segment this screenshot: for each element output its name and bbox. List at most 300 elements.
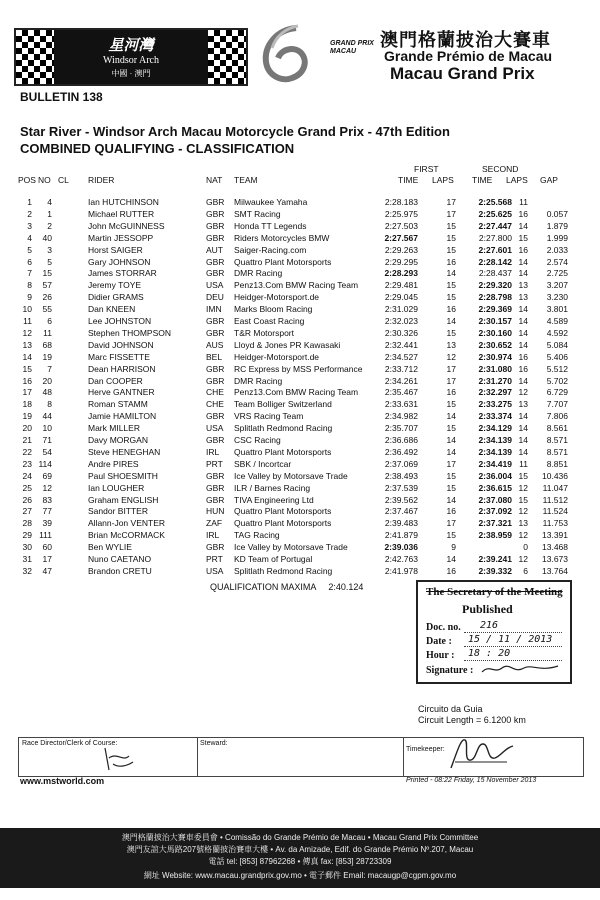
row-time-first: 2:39.562 (384, 494, 418, 505)
row-number: 15 (42, 268, 52, 279)
row-team: Lloyd & Jones PR Kawasaki (234, 339, 341, 350)
row-pos: 29 (22, 530, 32, 541)
row-laps-first: 16 (446, 387, 456, 398)
row-laps-first: 14 (446, 316, 456, 326)
row-time-second: 2:30.652 (478, 339, 512, 350)
table-row (0, 434, 600, 446)
row-gap: 13.391 (542, 530, 568, 541)
stamp-hour-label: Hour : (426, 650, 455, 661)
row-pos: 31 (22, 554, 32, 564)
row-number: 54 (42, 446, 52, 457)
row-rider: Ian LOUGHER (88, 482, 145, 493)
row-laps-first: 12 (446, 351, 456, 362)
row-rider: Ian HUTCHINSON (88, 197, 159, 207)
row-laps-first: 14 (446, 411, 456, 422)
row-nat: GBR (206, 327, 225, 338)
row-time-first: 2:41.879 (384, 530, 418, 541)
header-rider: RIDER (88, 175, 115, 185)
table-row (0, 244, 600, 256)
row-team: KD Team of Portugal (234, 554, 313, 564)
row-nat: IMN (206, 304, 222, 315)
row-nat: GBR (206, 316, 225, 326)
header-gap: GAP (540, 175, 558, 185)
row-number: 1 (47, 208, 52, 219)
row-rider: Martin JESSOPP (88, 232, 154, 243)
row-pos: 2 (27, 208, 32, 219)
row-time-second: 2:37.092 (478, 506, 512, 517)
row-pos: 28 (22, 518, 32, 529)
row-team: Ice Valley by Motorsave Trade (234, 470, 348, 481)
row-nat: GBR (206, 470, 225, 481)
table-row (0, 446, 600, 458)
sponsor-name-en: Windsor Arch (103, 55, 159, 66)
row-nat: GBR (206, 542, 225, 553)
row-gap: 13.673 (542, 554, 568, 564)
row-number: 57 (42, 280, 52, 291)
row-time-first: 2:37.539 (384, 482, 418, 493)
table-row (0, 529, 600, 541)
row-gap: 8.851 (546, 458, 568, 469)
row-nat: GBR (206, 494, 225, 505)
table-row (0, 410, 600, 422)
bulletin-number: BULLETIN 138 (20, 90, 103, 104)
row-pos: 15 (22, 363, 32, 374)
header-no: NO (38, 175, 51, 185)
footer-line-3: 電話 tel: [853] 87962268 • 傳真 fax: [853] 28723309 (208, 857, 392, 866)
row-team: Heidger-Motorsport.de (234, 351, 320, 362)
row-team: ILR / Barnes Racing (234, 482, 311, 493)
row-nat: DEU (206, 292, 224, 303)
row-laps-second: 14 (518, 327, 528, 338)
row-team: VRS Racing Team (234, 411, 304, 422)
row-laps-second: 12 (518, 506, 528, 517)
row-rider: Marc FISSETTE (88, 351, 150, 362)
row-number: 7 (47, 363, 52, 374)
table-row (0, 232, 600, 244)
row-time-first: 2:38.493 (384, 470, 418, 481)
timekeeper-cell (403, 738, 583, 776)
table-row (0, 482, 600, 494)
signoff-box (18, 737, 584, 777)
table-row (0, 398, 600, 410)
row-laps-second: 16 (518, 363, 528, 374)
row-nat: CHE (206, 387, 224, 398)
row-time-second: 2:28.798 (478, 292, 512, 303)
row-nat: AUS (206, 339, 224, 350)
row-rider: Nuno CAETANO (88, 554, 152, 564)
row-time-second: 2:34.139 (478, 446, 512, 457)
row-pos: 13 (22, 339, 32, 350)
table-row (0, 267, 600, 279)
row-laps-first: 17 (446, 363, 456, 374)
row-time-second: 2:38.959 (478, 530, 512, 541)
header-cl: CL (58, 175, 69, 185)
row-number: 47 (42, 565, 52, 576)
row-number: 44 (42, 411, 52, 422)
row-time-second: 2:37.321 (478, 518, 512, 529)
row-time-first: 2:28.293 (384, 268, 418, 279)
row-nat: IRL (206, 446, 220, 457)
row-pos: 8 (27, 280, 32, 291)
row-rider: Sandor BITTER (88, 506, 148, 517)
row-laps-second: 15 (518, 232, 528, 243)
row-pos: 26 (22, 494, 32, 505)
row-rider: Mark MILLER (88, 423, 140, 434)
row-time-first: 2:36.492 (384, 446, 418, 457)
row-number: 10 (42, 423, 52, 434)
steward-cell (197, 738, 404, 776)
row-laps-second: 15 (518, 470, 528, 481)
row-pos: 27 (22, 506, 32, 517)
row-rider: Dan COOPER (88, 375, 143, 386)
row-laps-first: 16 (446, 565, 456, 576)
row-rider: David JOHNSON (88, 339, 154, 350)
sponsor-logo (14, 28, 248, 86)
row-gap: 13.468 (542, 542, 568, 553)
row-number: 4 (47, 197, 52, 207)
row-pos: 17 (22, 387, 32, 398)
row-number: 71 (42, 435, 52, 445)
row-pos: 32 (22, 565, 32, 576)
row-laps-second: 14 (518, 435, 528, 445)
row-time-first: 2:27.503 (384, 220, 418, 231)
row-time-first: 2:32.441 (384, 339, 418, 350)
row-gap: 8.571 (546, 435, 568, 445)
table-row (0, 458, 600, 470)
row-laps-second: 13 (518, 518, 528, 529)
row-laps-second: 14 (518, 375, 528, 386)
row-team: Heidger-Motorsport.de (234, 292, 320, 303)
header-pos: POS (18, 175, 36, 185)
row-time-second: 2:39.332 (478, 565, 512, 576)
row-rider: Lee JOHNSTON (88, 316, 152, 326)
row-rider: Horst SAIGER (88, 244, 143, 255)
row-time-first: 2:37.467 (384, 506, 418, 517)
row-time-second: 2:34.419 (478, 458, 512, 469)
row-nat: GBR (206, 232, 225, 243)
row-gap: 1.999 (546, 232, 568, 243)
row-pos: 9 (27, 292, 32, 303)
row-time-second: 2:25.568 (478, 197, 512, 207)
row-number: 20 (42, 375, 52, 386)
table-row (0, 422, 600, 434)
row-rider: Brandon CRETU (88, 565, 152, 576)
row-gap: 11.524 (542, 506, 568, 517)
row-number: 12 (42, 482, 52, 493)
row-nat: GBR (206, 363, 225, 374)
row-laps-first: 16 (446, 304, 456, 315)
table-row (0, 339, 600, 351)
row-team: Splitlath Redmond Racing (234, 565, 333, 576)
row-rider: Stephen THOMPSON (88, 327, 171, 338)
qualification-maxima (210, 582, 363, 592)
row-nat: GBR (206, 435, 225, 445)
row-laps-first: 15 (446, 482, 456, 493)
row-rider: Gary JOHNSON (88, 256, 151, 267)
row-time-second: 2:27.447 (478, 220, 512, 231)
row-laps-second: 15 (518, 494, 528, 505)
row-laps-first: 14 (446, 494, 456, 505)
row-team: Team Bolliger Switzerland (234, 399, 332, 410)
table-row (0, 315, 600, 327)
grand-prix-macau-mark: GRAND PRIX MACAU (330, 40, 374, 55)
row-time-first: 2:33.712 (384, 363, 418, 374)
row-time-second: 2:39.241 (478, 554, 512, 564)
row-number: 8 (47, 399, 52, 410)
row-number: 69 (42, 470, 52, 481)
printed-timestamp: Printed - 08:22 Friday, 15 November 2013 (406, 777, 537, 784)
row-rider: Jamie HAMILTON (88, 411, 157, 422)
race-director-label: Race Director/Clerk of Course: (22, 740, 118, 747)
row-laps-first: 15 (446, 244, 456, 255)
timekeeper-label: Timekeeper: (406, 746, 445, 753)
row-rider: Ben WYLIE (88, 542, 132, 553)
row-time-second: 2:31.080 (478, 363, 512, 374)
row-time-first: 2:41.978 (384, 565, 418, 576)
row-pos: 20 (22, 423, 32, 434)
row-time-second: 2:27.800 (478, 232, 512, 243)
checkered-flag-icon (208, 30, 246, 84)
table-row (0, 303, 600, 315)
row-rider: John McGUINNESS (88, 220, 165, 231)
row-rider: Dan KNEEN (88, 304, 136, 315)
header-second: SECOND (482, 164, 519, 174)
row-team: Riders Motorcycles BMW (234, 232, 330, 243)
row-rider: James STORRAR (88, 268, 157, 279)
row-time-first: 2:28.183 (384, 197, 418, 207)
row-time-second: 2:29.320 (478, 280, 512, 291)
table-row (0, 363, 600, 375)
row-laps-first: 16 (446, 506, 456, 517)
table-row (0, 256, 600, 268)
row-pos: 16 (22, 375, 32, 386)
row-number: 60 (42, 542, 52, 553)
row-nat: PRT (206, 554, 223, 564)
row-time-first: 2:39.036 (384, 542, 418, 553)
row-time-first: 2:42.763 (384, 554, 418, 564)
table-row (0, 327, 600, 339)
row-team: SBK / Incortcar (234, 458, 292, 469)
row-time-first: 2:35.467 (384, 387, 418, 398)
header-laps-first: LAPS (432, 175, 454, 185)
row-time-second: 2:28.142 (478, 256, 512, 267)
row-laps-first: 15 (446, 327, 456, 338)
header-laps-second: LAPS (506, 175, 528, 185)
row-laps-second: 11 (519, 197, 528, 207)
row-nat: CHE (206, 399, 224, 410)
row-time-second: 2:30.974 (478, 351, 512, 362)
row-team: Marks Bloom Racing (234, 304, 313, 315)
row-pos: 1 (27, 197, 32, 207)
row-time-second: 2:31.270 (478, 375, 512, 386)
row-pos: 22 (22, 446, 32, 457)
row-laps-first: 15 (446, 423, 456, 434)
row-team: SMT Racing (234, 208, 281, 219)
row-time-first: 2:34.982 (384, 411, 418, 422)
row-number: 83 (42, 494, 52, 505)
row-laps-first: 14 (446, 435, 456, 445)
row-pos: 3 (27, 220, 32, 231)
row-time-first: 2:29.481 (384, 280, 418, 291)
row-gap: 11.047 (542, 482, 568, 493)
row-time-second: 2:36.004 (478, 470, 512, 481)
row-gap: 2.033 (546, 244, 568, 255)
row-gap: 13.764 (542, 565, 568, 576)
row-laps-second: 14 (518, 411, 528, 422)
row-number: 19 (42, 351, 52, 362)
row-nat: HUN (206, 506, 225, 517)
row-rider: Andre PIRES (88, 458, 139, 469)
website-link[interactable]: www.mstworld.com (20, 776, 105, 786)
row-gap: 5.512 (546, 363, 568, 374)
stamp-title: The Secretary of the Meeting (426, 586, 563, 598)
row-number: 3 (47, 244, 52, 255)
row-laps-first: 17 (446, 197, 456, 207)
row-rider: Steve HENEGHAN (88, 446, 161, 457)
title-english: Macau Grand Prix (390, 64, 535, 83)
table-row (0, 553, 600, 565)
row-gap: 11.512 (542, 494, 568, 505)
row-pos: 10 (22, 304, 32, 315)
row-number: 40 (42, 232, 52, 243)
row-number: 6 (47, 316, 52, 326)
row-pos: 4 (27, 232, 32, 243)
row-time-second: 2:27.601 (478, 244, 512, 255)
row-pos: 21 (22, 435, 32, 445)
row-gap: 7.806 (546, 411, 568, 422)
row-rider: Graham ENGLISH (88, 494, 159, 505)
header-nat: NAT (206, 175, 223, 185)
row-gap: 6.729 (546, 387, 568, 398)
row-nat: BEL (206, 351, 223, 362)
row-laps-second: 14 (518, 268, 528, 279)
maxima-label: QUALIFICATION MAXIMA (210, 582, 316, 592)
row-team: Splitlath Redmond Racing (234, 423, 333, 434)
row-rider: Dean HARRISON (88, 363, 156, 374)
header-time-first: TIME (398, 175, 419, 185)
row-time-first: 2:35.707 (384, 423, 418, 434)
row-rider: Michael RUTTER (88, 208, 155, 219)
row-number: 39 (42, 518, 52, 529)
row-number: 26 (42, 292, 52, 303)
header-time-second: TIME (472, 175, 493, 185)
row-laps-second: 16 (518, 351, 528, 362)
row-nat: ZAF (206, 518, 223, 529)
row-time-first: 2:27.567 (384, 232, 418, 243)
maxima-value: 2:40.124 (328, 582, 364, 592)
row-laps-second: 16 (518, 244, 528, 255)
row-time-second: 2:29.369 (478, 304, 512, 315)
row-time-second: 2:37.080 (478, 494, 512, 505)
title-portuguese: Grande Prémio de Macau (384, 48, 553, 64)
row-time-second: 2:32.297 (478, 387, 512, 398)
row-laps-first: 9 (451, 542, 456, 553)
row-number: 111 (39, 530, 52, 541)
row-number: 11 (43, 327, 52, 338)
row-pos: 6 (27, 256, 32, 267)
row-nat: USA (206, 280, 224, 291)
row-laps-second: 12 (518, 387, 528, 398)
row-laps-second: 0 (523, 542, 528, 553)
row-pos: 25 (22, 482, 32, 493)
table-row (0, 279, 600, 291)
row-pos: 12 (22, 327, 32, 338)
row-pos: 30 (22, 542, 32, 553)
row-time-first: 2:34.261 (384, 375, 418, 386)
race-director-cell (19, 738, 198, 776)
row-laps-first: 15 (446, 220, 456, 231)
row-team: Milwaukee Yamaha (234, 197, 308, 207)
row-time-second: 2:34.139 (478, 435, 512, 445)
footer-banner (0, 828, 600, 888)
row-laps-first: 16 (446, 256, 456, 267)
row-gap: 8.561 (546, 423, 568, 434)
row-number: 77 (42, 506, 52, 517)
row-nat: GBR (206, 220, 225, 231)
row-laps-first: 15 (446, 530, 456, 541)
row-laps-second: 12 (518, 482, 528, 493)
row-laps-second: 13 (518, 280, 528, 291)
row-laps-first: 15 (446, 470, 456, 481)
table-row (0, 565, 600, 577)
sponsor-subtitle: 中國 · 澳門 (111, 69, 151, 78)
footer-line-1: 澳門格蘭披治大賽車委員會 • Comissão do Grande Prémio de Macau • Macau Grand Prix Committee (121, 833, 479, 842)
row-number: 68 (42, 339, 52, 350)
row-laps-second: 14 (518, 220, 528, 231)
row-laps-first: 17 (446, 208, 456, 219)
row-rider: Allann-Jon VENTER (88, 518, 166, 529)
table-row (0, 505, 600, 517)
row-rider: Jeremy TOYE (88, 280, 142, 291)
row-team: Penz13.Com BMW Racing Team (234, 280, 359, 291)
row-gap: 0.057 (546, 208, 568, 219)
footer-line-4: 網址 Website: www.macau.grandprix.gov.mo • 電子郵件 Email: macaugp@cgpm.gov.mo (143, 871, 457, 880)
header-team: TEAM (234, 175, 258, 185)
row-team: T&R Motorsport (234, 327, 294, 338)
row-number: 5 (47, 256, 52, 267)
row-laps-second: 13 (518, 399, 528, 410)
sixty-anniversary-logo-icon (256, 22, 320, 86)
table-row (0, 470, 600, 482)
document-subtitle: COMBINED QUALIFYING - CLASSIFICATION (20, 141, 295, 156)
row-time-second: 2:28.437 (478, 268, 512, 279)
table-row (0, 541, 600, 553)
row-team: Honda TT Legends (234, 220, 307, 231)
timekeeper-signature-icon (447, 732, 517, 774)
row-team: RC Express by MSS Performance (234, 363, 363, 374)
row-team: Ice Valley by Motorsave Trade (234, 542, 348, 553)
row-laps-second: 14 (518, 446, 528, 457)
row-time-first: 2:33.631 (384, 399, 418, 410)
circuit-info (418, 704, 526, 726)
row-laps-second: 12 (518, 530, 528, 541)
row-time-first: 2:31.029 (384, 304, 418, 315)
steward-label: Steward: (200, 740, 228, 747)
stamp-doc-label: Doc. no. (426, 622, 461, 633)
circuit-name: Circuito da Guia (418, 704, 483, 714)
row-nat: IRL (206, 530, 220, 541)
stamp-doc-line (464, 632, 562, 633)
row-gap: 2.725 (546, 268, 568, 279)
table-row (0, 220, 600, 232)
row-laps-second: 16 (518, 208, 528, 219)
row-laps-first: 15 (446, 399, 456, 410)
row-laps-first: 17 (446, 375, 456, 386)
row-nat: USA (206, 565, 224, 576)
row-gap: 5.084 (546, 339, 568, 350)
table-row (0, 196, 600, 208)
row-gap: 4.592 (546, 327, 568, 338)
